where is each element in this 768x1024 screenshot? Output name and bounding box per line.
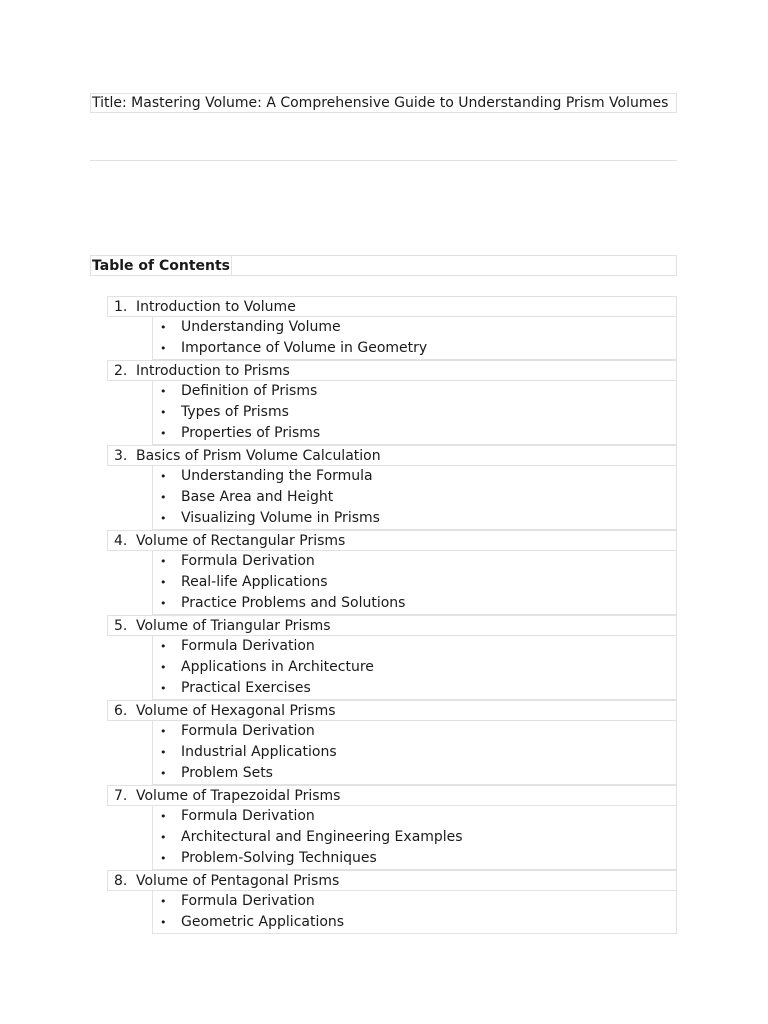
toc-subsection-item bbox=[153, 678, 676, 699]
toc-subsection-label: Applications in Architecture bbox=[181, 659, 374, 675]
toc-section-label: Introduction to Prisms bbox=[136, 363, 290, 379]
toc-section-number: 7. bbox=[114, 788, 128, 804]
toc-section bbox=[107, 445, 677, 530]
toc-subsection-item bbox=[153, 912, 676, 933]
toc-subsection-item bbox=[153, 381, 676, 402]
bullet-icon: • bbox=[160, 682, 167, 695]
horizontal-divider bbox=[90, 160, 677, 161]
toc-section-row bbox=[107, 870, 677, 891]
toc-subsection-list bbox=[152, 466, 677, 530]
toc-section-row bbox=[107, 615, 677, 636]
toc-subsection-label: Problem-Solving Techniques bbox=[181, 850, 377, 866]
toc-subsection-label: Formula Derivation bbox=[181, 553, 315, 569]
bullet-icon: • bbox=[160, 406, 167, 419]
bullet-icon: • bbox=[160, 852, 167, 865]
bullet-icon: • bbox=[160, 555, 167, 568]
toc-subsection-label: Industrial Applications bbox=[181, 744, 337, 760]
bullet-icon: • bbox=[160, 385, 167, 398]
toc-section-row bbox=[107, 445, 677, 466]
toc-heading bbox=[90, 255, 677, 276]
toc-section-number: 3. bbox=[114, 448, 128, 464]
bullet-icon: • bbox=[160, 427, 167, 440]
toc-section bbox=[107, 530, 677, 615]
toc-subsection-label: Definition of Prisms bbox=[181, 383, 318, 399]
bullet-icon: • bbox=[160, 895, 167, 908]
toc-subsection-label: Understanding Volume bbox=[181, 319, 341, 335]
toc-subsection-list bbox=[152, 721, 677, 785]
toc-subsection-item bbox=[153, 806, 676, 827]
toc-subsection-label: Real-life Applications bbox=[181, 574, 328, 590]
toc-subsection-item bbox=[153, 572, 676, 593]
toc-subsection-item bbox=[153, 551, 676, 572]
toc-subsection-label: Formula Derivation bbox=[181, 638, 315, 654]
toc-section bbox=[107, 296, 677, 360]
toc-section bbox=[107, 785, 677, 870]
toc-section-row bbox=[107, 785, 677, 806]
bullet-icon: • bbox=[160, 810, 167, 823]
toc-section-number: 2. bbox=[114, 363, 128, 379]
toc-subsection-label: Practice Problems and Solutions bbox=[181, 595, 406, 611]
toc-subsection-item bbox=[153, 763, 676, 784]
toc-subsection-label: Formula Derivation bbox=[181, 893, 315, 909]
bullet-icon: • bbox=[160, 767, 167, 780]
toc-subsection-label: Visualizing Volume in Prisms bbox=[181, 510, 380, 526]
bullet-icon: • bbox=[160, 640, 167, 653]
toc-subsection-label: Base Area and Height bbox=[181, 489, 334, 505]
toc-section bbox=[107, 870, 677, 934]
toc-subsection-item bbox=[153, 402, 676, 423]
toc-section-row bbox=[107, 700, 677, 721]
toc-subsection-label: Practical Exercises bbox=[181, 680, 311, 696]
toc-subsection-list bbox=[152, 806, 677, 870]
bullet-icon: • bbox=[160, 321, 167, 334]
bullet-icon: • bbox=[160, 746, 167, 759]
bullet-icon: • bbox=[160, 342, 167, 355]
toc-section bbox=[107, 360, 677, 445]
toc-subsection-item bbox=[153, 891, 676, 912]
bullet-icon: • bbox=[160, 661, 167, 674]
toc-section-number: 4. bbox=[114, 533, 128, 549]
bullet-icon: • bbox=[160, 491, 167, 504]
toc-section-label: Basics of Prism Volume Calculation bbox=[136, 448, 381, 464]
toc-subsection-item bbox=[153, 827, 676, 848]
toc-subsection-item bbox=[153, 848, 676, 869]
toc-section-label: Volume of Hexagonal Prisms bbox=[136, 703, 336, 719]
toc-section bbox=[107, 700, 677, 785]
toc-subsection-label: Geometric Applications bbox=[181, 914, 345, 930]
bullet-icon: • bbox=[160, 470, 167, 483]
document-title: Title: Mastering Volume: A Comprehensive Guide to Understanding Prism Volumes bbox=[90, 93, 677, 113]
toc-subsection-item bbox=[153, 508, 676, 529]
toc-section-number: 8. bbox=[114, 873, 128, 889]
toc-subsection-label: Formula Derivation bbox=[181, 723, 315, 739]
toc-subsection-item bbox=[153, 721, 676, 742]
toc-section-row bbox=[107, 296, 677, 317]
toc-subsection-item bbox=[153, 466, 676, 487]
toc-section-row bbox=[107, 530, 677, 551]
toc-section-label: Volume of Triangular Prisms bbox=[136, 618, 331, 634]
toc-subsection-list bbox=[152, 891, 677, 934]
toc-heading-text: Table of Contents bbox=[92, 258, 231, 274]
bullet-icon: • bbox=[160, 512, 167, 525]
toc-section-label: Volume of Rectangular Prisms bbox=[136, 533, 346, 549]
toc-section-label: Introduction to Volume bbox=[136, 299, 296, 315]
toc-subsection-label: Understanding the Formula bbox=[181, 468, 373, 484]
toc-subsection-item bbox=[153, 636, 676, 657]
bullet-icon: • bbox=[160, 725, 167, 738]
toc-subsection-item bbox=[153, 593, 676, 614]
toc-subsection-label: Importance of Volume in Geometry bbox=[181, 340, 428, 356]
bullet-icon: • bbox=[160, 576, 167, 589]
toc-subsection-list bbox=[152, 381, 677, 445]
toc-subsection-list bbox=[152, 551, 677, 615]
toc-subsection-item bbox=[153, 487, 676, 508]
toc-subsection-label: Properties of Prisms bbox=[181, 425, 321, 441]
toc-subsection-label: Architectural and Engineering Examples bbox=[181, 829, 463, 845]
toc-section-label: Volume of Trapezoidal Prisms bbox=[136, 788, 341, 804]
toc-subsection-list bbox=[152, 317, 677, 360]
bullet-icon: • bbox=[160, 831, 167, 844]
toc-subsection-label: Problem Sets bbox=[181, 765, 273, 781]
toc-subsection-item bbox=[153, 742, 676, 763]
toc-section-number: 1. bbox=[114, 299, 128, 315]
bullet-icon: • bbox=[160, 916, 167, 929]
toc-subsection-item bbox=[153, 317, 676, 338]
toc-subsection-item bbox=[153, 338, 676, 359]
toc-subsection-label: Formula Derivation bbox=[181, 808, 315, 824]
toc-subsection-label: Types of Prisms bbox=[181, 404, 289, 420]
toc-subsection-item bbox=[153, 657, 676, 678]
toc-section-number: 5. bbox=[114, 618, 128, 634]
toc-subsection-item bbox=[153, 423, 676, 444]
table-of-contents bbox=[107, 296, 677, 934]
toc-section-number: 6. bbox=[114, 703, 128, 719]
toc-section-label: Volume of Pentagonal Prisms bbox=[136, 873, 340, 889]
toc-section-row bbox=[107, 360, 677, 381]
bullet-icon: • bbox=[160, 597, 167, 610]
toc-section bbox=[107, 615, 677, 700]
toc-subsection-list bbox=[152, 636, 677, 700]
